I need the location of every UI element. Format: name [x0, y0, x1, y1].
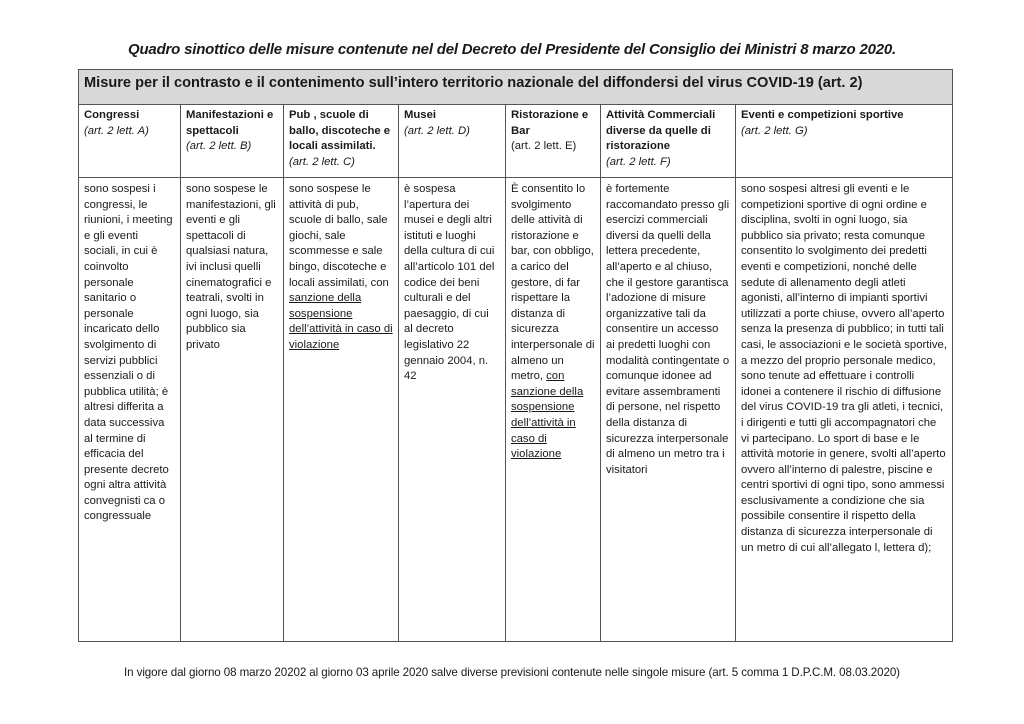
column-title: Pub , scuole di ballo, discoteche e locali assimilati. [289, 109, 391, 153]
validity-footnote: In vigore dal giorno 08 marzo 20202 al giorno 03 aprile 2020 salve diverse previsioni contenute nelle singole misure (art. 5 comma 1 D.P.C.M. 08.03.2020) [124, 666, 900, 679]
measure-pub [284, 178, 399, 642]
column-title: Congressi [84, 109, 140, 121]
measure-text: è fortemente raccomandato presso gli esercizi commerciali diversi da quelli della lettera precedente, all’aperto e al chiuso, che il gestore garantisca l’adozione di misure organizzative tali da consentire un accesso ai predetti luoghi con modalità contingentate o comunque idonee ad evitare assembramenti di persone, nel rispetto della distanza di sicurezza interpersonale di almeno un metro tra i visitatori [606, 183, 730, 476]
column-reference: (art. 2 lett. D) [404, 124, 470, 137]
column-header-attivita-commerciali [601, 105, 736, 178]
column-reference: (art. 2 lett. G) [741, 124, 808, 137]
column-title: Ristorazione e Bar [511, 109, 589, 137]
column-reference: (art. 2 lett. B) [186, 140, 252, 153]
sanction-text: con sanzione della sospensione dell’attività in caso di violazione [511, 370, 584, 461]
column-title: Attività Commerciali diverse da quelle di ristorazione [606, 109, 716, 153]
column-reference: (art. 2 lett. A) [84, 124, 149, 137]
column-title: Eventi e competizioni sportive [741, 109, 904, 121]
column-header-ristorazione [506, 105, 601, 178]
measures-body-row [79, 178, 953, 642]
measures-table [78, 69, 953, 642]
measure-text: sono sospesi i congressi, le riunioni, i meeting e gli eventi sociali, in cui è coinvolto personale sanitario o personale incaricato dello svolgimento di servizi pubblici essenziali o di pubblica utilità; è altresi differita a data successiva al termine di efficacia del presente decreto ogni altra attività convegnisti ca o congressuale [84, 183, 173, 523]
measure-text: sono sospese le manifestazioni, gli eventi e gli spettacoli di qualsiasi natura, ivi inclusi quelli cinematografici e teatrali, svolti in ogni luogo, sia pubblico sia privato [186, 183, 276, 351]
sanction-text: sanzione della sospensione dell’attività in caso di violazione [289, 292, 393, 351]
measure-ristorazione [506, 178, 601, 642]
column-reference: (art. 2 lett. E) [511, 140, 577, 153]
column-header-eventi-sportivi [736, 105, 953, 178]
column-reference: (art. 2 lett. C) [289, 155, 355, 168]
measure-attivita-commerciali [601, 178, 736, 642]
measure-musei [399, 178, 506, 642]
measure-congressi [79, 178, 181, 642]
measure-text: sono sospese le attività di pub, scuole di ballo, sale giochi, sale scommesse e sale bingo, discoteche e locali assimilati, con [289, 183, 389, 289]
column-header-row [79, 105, 953, 178]
column-header-pub [284, 105, 399, 178]
column-header-manifestazioni [181, 105, 284, 178]
measure-text: è sospesa l’apertura dei musei e degli altri istituti e luoghi della cultura di cui all’articolo 101 del codice dei beni culturali e del paesaggio, di cui al decreto legislativo 22 gennaio 2004, n. 42 [404, 183, 495, 383]
measure-manifestazioni [181, 178, 284, 642]
column-reference: (art. 2 lett. F) [606, 155, 671, 168]
column-title: Musei [404, 109, 437, 121]
measure-text: È consentito lo svolgimento delle attività di ristorazione e bar, con obbligo, a carico del gestore, di far rispettare la distanza di sicurezza interpersonale di almeno un metro, [511, 183, 595, 383]
column-header-congressi [79, 105, 181, 178]
measure-text: sono sospesi altresi gli eventi e le competizioni sportive di ogni ordine e disciplina, svolti in ogni luogo, sia pubblico sia privato; resta comunque consentito lo svolgimento dei predetti eventi e competizioni, nonché delle sedute di allenamento degli atleti agonisti, all’interno di impianti sportivi utilizzati a porte chiuse, ovvero all’aperto senza la presenza di pubblico; in tutti tali casi, le associazioni e le società sportive, a mezzo del proprio personale medico, sono tenute ad effettuare i controlli idonei a contenere il rischio di diffusione del virus COVID-19 tra gli atleti, i tecnici, i dirigenti e tutti gli accompagnatori che vi partecipano. Lo sport di base e le attività motorie in genere, svolti all’aperto ovvero all’interno di palestre, piscine e centri sportivi di ogni tipo, sono ammessi esclusivamente a condizione che sia possibile consentire il rispetto della distanza di sicurezza interpersonale di un metro di cui all’allegato l, lettera d); [741, 183, 947, 554]
measure-eventi-sportivi [736, 178, 953, 642]
column-header-musei [399, 105, 506, 178]
table-banner: Misure per il contrasto e il contenimento sull’intero territorio nazionale del diffondersi del virus COVID-19 (art. 2) [79, 70, 953, 105]
document-title: Quadro sinottico delle misure contenute nel del Decreto del Presidente del Consiglio dei Ministri 8 marzo 2020. [128, 41, 896, 58]
column-title: Manifestazioni e spettacoli [186, 109, 274, 137]
